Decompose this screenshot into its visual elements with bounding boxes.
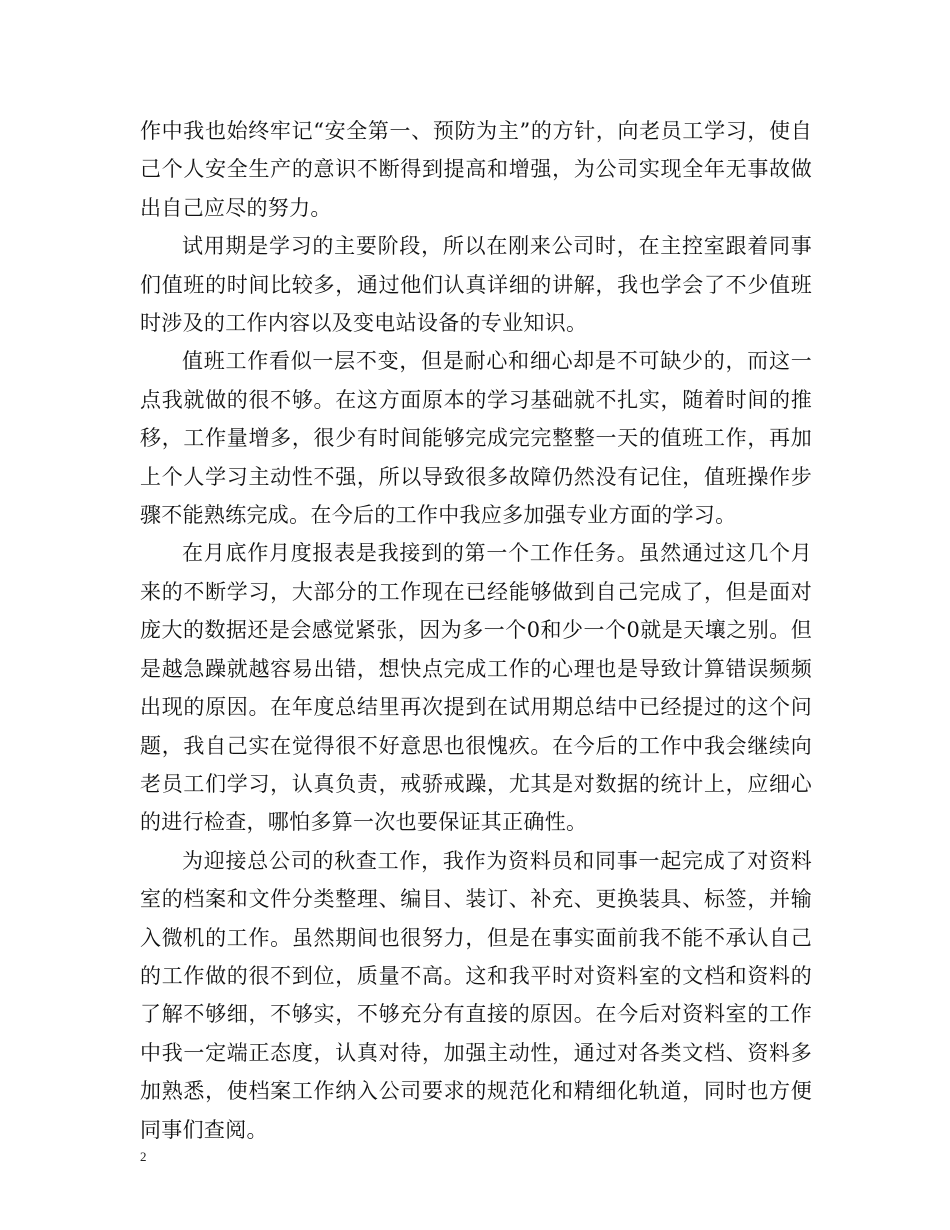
- page-number: 2: [140, 1149, 147, 1164]
- paragraph-duty-work: 值班工作看似一层不变，但是耐心和细心却是不可缺少的，而这一点我就做的很不够。在这方面原本的学习基础就不扎实，随着时间的推移，工作量增多，很少有时间能够完成完完整整一天的值班工作，再加上个人学习主动性不强，所以导致很多故障仍然没有记住，值班操作步骤不能熟练完成。在今后的工作中我应多加强专业方面的学习。: [140, 349, 812, 528]
- paragraph-archive-work: 为迎接总公司的秋查工作，我作为资料员和同事一起完成了对资料室的档案和文件分类整理、编目、装订、补充、更换装具、标签，并输入微机的工作。虽然期间也很努力，但是在事实面前我不能不承认自己的工作做的很不到位，质量不高。这和我平时对资料室的文档和资料的了解不够细，不够实，不够充分有直接的原因。在今后对资料室的工作中我一定端正态度，认真对待，加强主动性，通过对各类文档、资料多加熟悉，使档案工作纳入公司要求的规范化和精细化轨道，同时也方便同事们查阅。: [140, 848, 812, 1142]
- body-text: [140, 112, 812, 1149]
- paragraph-probation-learning: 试用期是学习的主要阶段，所以在刚来公司时，在主控室跟着同事们值班的时间比较多，通过他们认真详细的讲解，我也学会了不少值班时涉及的工作内容以及变电站设备的专业知识。: [140, 234, 812, 336]
- paragraph-monthly-report: 在月底作月度报表是我接到的第一个工作任务。虽然通过这几个月来的不断学习，大部分的工作现在已经能够做到自己完成了，但是面对庞大的数据还是会感觉紧张，因为多一个0和少一个0就是天壤之别。但是越急躁就越容易出错，想快点完成工作的心理也是导致计算错误频频出现的原因。在年度总结里再次提到在试用期总结中已经提过的这个问题，我自己实在觉得很不好意思也很愧疚。在今后的工作中我会继续向老员工们学习，认真负责，戒骄戒躁，尤其是对数据的统计上，应细心的进行检查，哪怕多算一次也要保证其正确性。: [140, 541, 812, 835]
- paragraph-continuation: 作中我也始终牢记“安全第一、预防为主”的方针，向老员工学习，使自己个人安全生产的意识不断得到提高和增强，为公司实现全年无事故做出自己应尽的努力。: [140, 119, 812, 220]
